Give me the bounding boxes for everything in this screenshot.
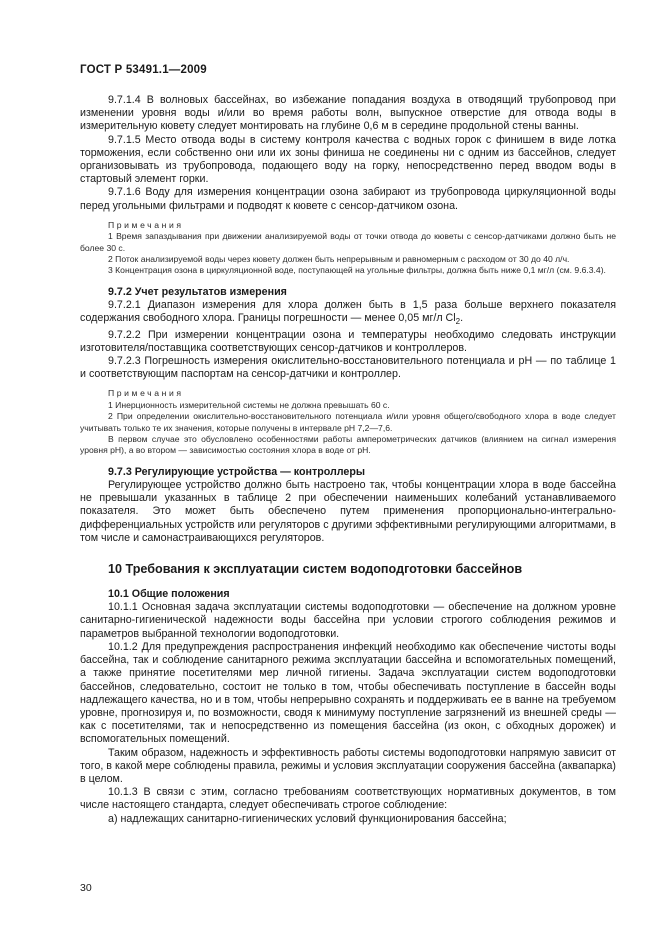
- paragraph-9-7-2-1-end: .: [460, 312, 464, 325]
- note-2: 2 При определении окислительно-восстановительного потенциала и/или уровня общего/свободного хлора в воде следует учитывать только те их значения, которые получены в интервале pH 7,2—7,6.: [80, 411, 616, 433]
- note-1: 1 Время запаздывания при движении анализируемой воды от точки отвода до кюветы с сенсор-датчиками должно быть не более 30 с.: [80, 231, 616, 253]
- page-number: 30: [80, 882, 92, 894]
- note-2: 2 Поток анализируемой воды через кювету должен быть непрерывным и равномерным с расходом от 30 до 40 л/ч.: [108, 254, 570, 265]
- section-heading-9-7-3: 9.7.3 Регулирующие устройства — контроллеры: [108, 465, 366, 478]
- page-content: [80, 94, 616, 826]
- paragraph-10-1-2-continued: Таким образом, надежность и эффективность работы системы водоподготовки напрямую зависит от того, в какой мере соблюдены правила, режимы и условия эксплуатации сооружения бассейна (аквапарка) в целом.: [80, 746, 616, 785]
- paragraph-9-7-2-3: 9.7.2.3 Погрешность измерения окислительно-восстановительного потенциала и pH — по таблице 1 и соответствующим паспортам на сенсор-датчики и контроллер.: [80, 355, 616, 381]
- paragraph-9-7-2-2: 9.7.2.2 При измерении концентрации озона и температуры необходимо следовать инструкции изготовителя/поставщика соответствующих сенсор-датчиков и контроллеров.: [80, 328, 616, 354]
- section-heading-9-7-2: 9.7.2 Учет результатов измерения: [108, 285, 287, 298]
- chlorine-subscript: 2: [455, 317, 461, 327]
- paragraph-9-7-2-1: [80, 299, 616, 329]
- paragraph-10-1-3: 10.1.3 В связи с этим, согласно требованиям соответствующих нормативных документов, в том числе настоящего стандарта, следует обеспечивать строгое соблюдение:: [80, 786, 616, 812]
- list-item-a: а) надлежащих санитарно-гигиенических условий функционирования бассейна;: [108, 812, 507, 825]
- note-2-continued: В первом случае это обусловлено особенностями работы амперометрических датчиков (влиянием на сигнал измерения уровня pH), а во втором — зависимостью состояния хлора в воде от pH.: [80, 434, 616, 456]
- paragraph-10-1-2: 10.1.2 Для предупреждения распространения инфекций необходимо как обеспечение чистоты воды бассейна, так и соблюдение санитарного режима эксплуатации бассейна и вспомогательных помещений, а также принятие посетителями мер личной гигиены. Задача эксплуатации систем водоподготовки бассейнов, следовательно, состоит не только в том, чтобы обеспечивать поступление в бассейн воды надлежащего качества, но и в том, чтобы непрерывно сохранять и поддерживать ее в ванне на требуемом уровне, прогнозируя и, по возможности, сводя к минимуму поступление загрязнений из внешней среды — как с посетителями, так и непосредственно из помещения бассейна (из окон, с обходных дорожек) и вспомогательных помещений.: [80, 640, 616, 746]
- note-3: 3 Концентрация озона в циркуляционной воде, поступающей на угольные фильтры, должна быть ниже 0,1 мг/л (см. 9.6.3.4).: [108, 265, 606, 276]
- note-1: 1 Инерционность измерительной системы не должна превышать 60 с.: [108, 399, 390, 410]
- section-heading-10-1: 10.1 Общие положения: [108, 588, 230, 601]
- paragraph-10-1-1: 10.1.1 Основная задача эксплуатации системы водоподготовки — обеспечение на должном уровне санитарно-гигиенической надежности воды бассейна при условии строгого соблюдения режимов и параметров выбранной технологии водоподготовки.: [80, 601, 616, 640]
- notes-heading: Примечания: [108, 219, 184, 230]
- paragraph-9-7-1-4: 9.7.1.4 В волновых бассейнах, во избежание попадания воздуха в отводящий трубопровод при изменении уровня воды и/или во время работы волн, выпускное отверстие для отвода воды в измерительную кювету следует монтировать на глубине 0,6 м в середине продольной стены ванны.: [80, 94, 616, 133]
- paragraph-9-7-3: Регулирующее устройство должно быть настроено так, чтобы концентрации хлора в воде бассейна не превышали указанных в таблице 2 при обеспечении наименьших колебаний устанавливаемого показателя. Это может быть обеспечено путем применения пропорционально-интегрально-дифференциальных устройств или регуляторов с другими эффективными регулирующими алгоритмами, в том числе и самонастраивающихся регуляторов.: [80, 479, 616, 544]
- paragraph-9-7-1-5: 9.7.1.5 Место отвода воды в систему контроля качества с водных горок с финишем в виде лотка торможения, если собственно они или их зоны финиша не соединены ни с одним из бассейнов, следует организовывать из трубопровода, подающего воду на горку, непосредственно перед вводом воды в стартовый элемент горки.: [80, 133, 616, 186]
- notes-heading: Примечания: [108, 388, 184, 399]
- paragraph-9-7-2-1-text: 9.7.2.1 Диапазон измерения для хлора должен быть в 1,5 раза больше верхнего показателя содержания свободного хлора. Границы погрешности — менее 0,05 мг/л Cl: [80, 299, 616, 325]
- section-heading-10: 10 Требования к эксплуатации систем водоподготовки бассейнов: [108, 562, 523, 577]
- paragraph-9-7-1-6: 9.7.1.6 Воду для измерения концентрации озона забирают из трубопровода циркуляционной воды перед угольными фильтрами и подводят к кювете с сенсор-датчиком озона.: [80, 186, 616, 212]
- page-header-doc-code: ГОСТ Р 53491.1—2009: [80, 64, 207, 76]
